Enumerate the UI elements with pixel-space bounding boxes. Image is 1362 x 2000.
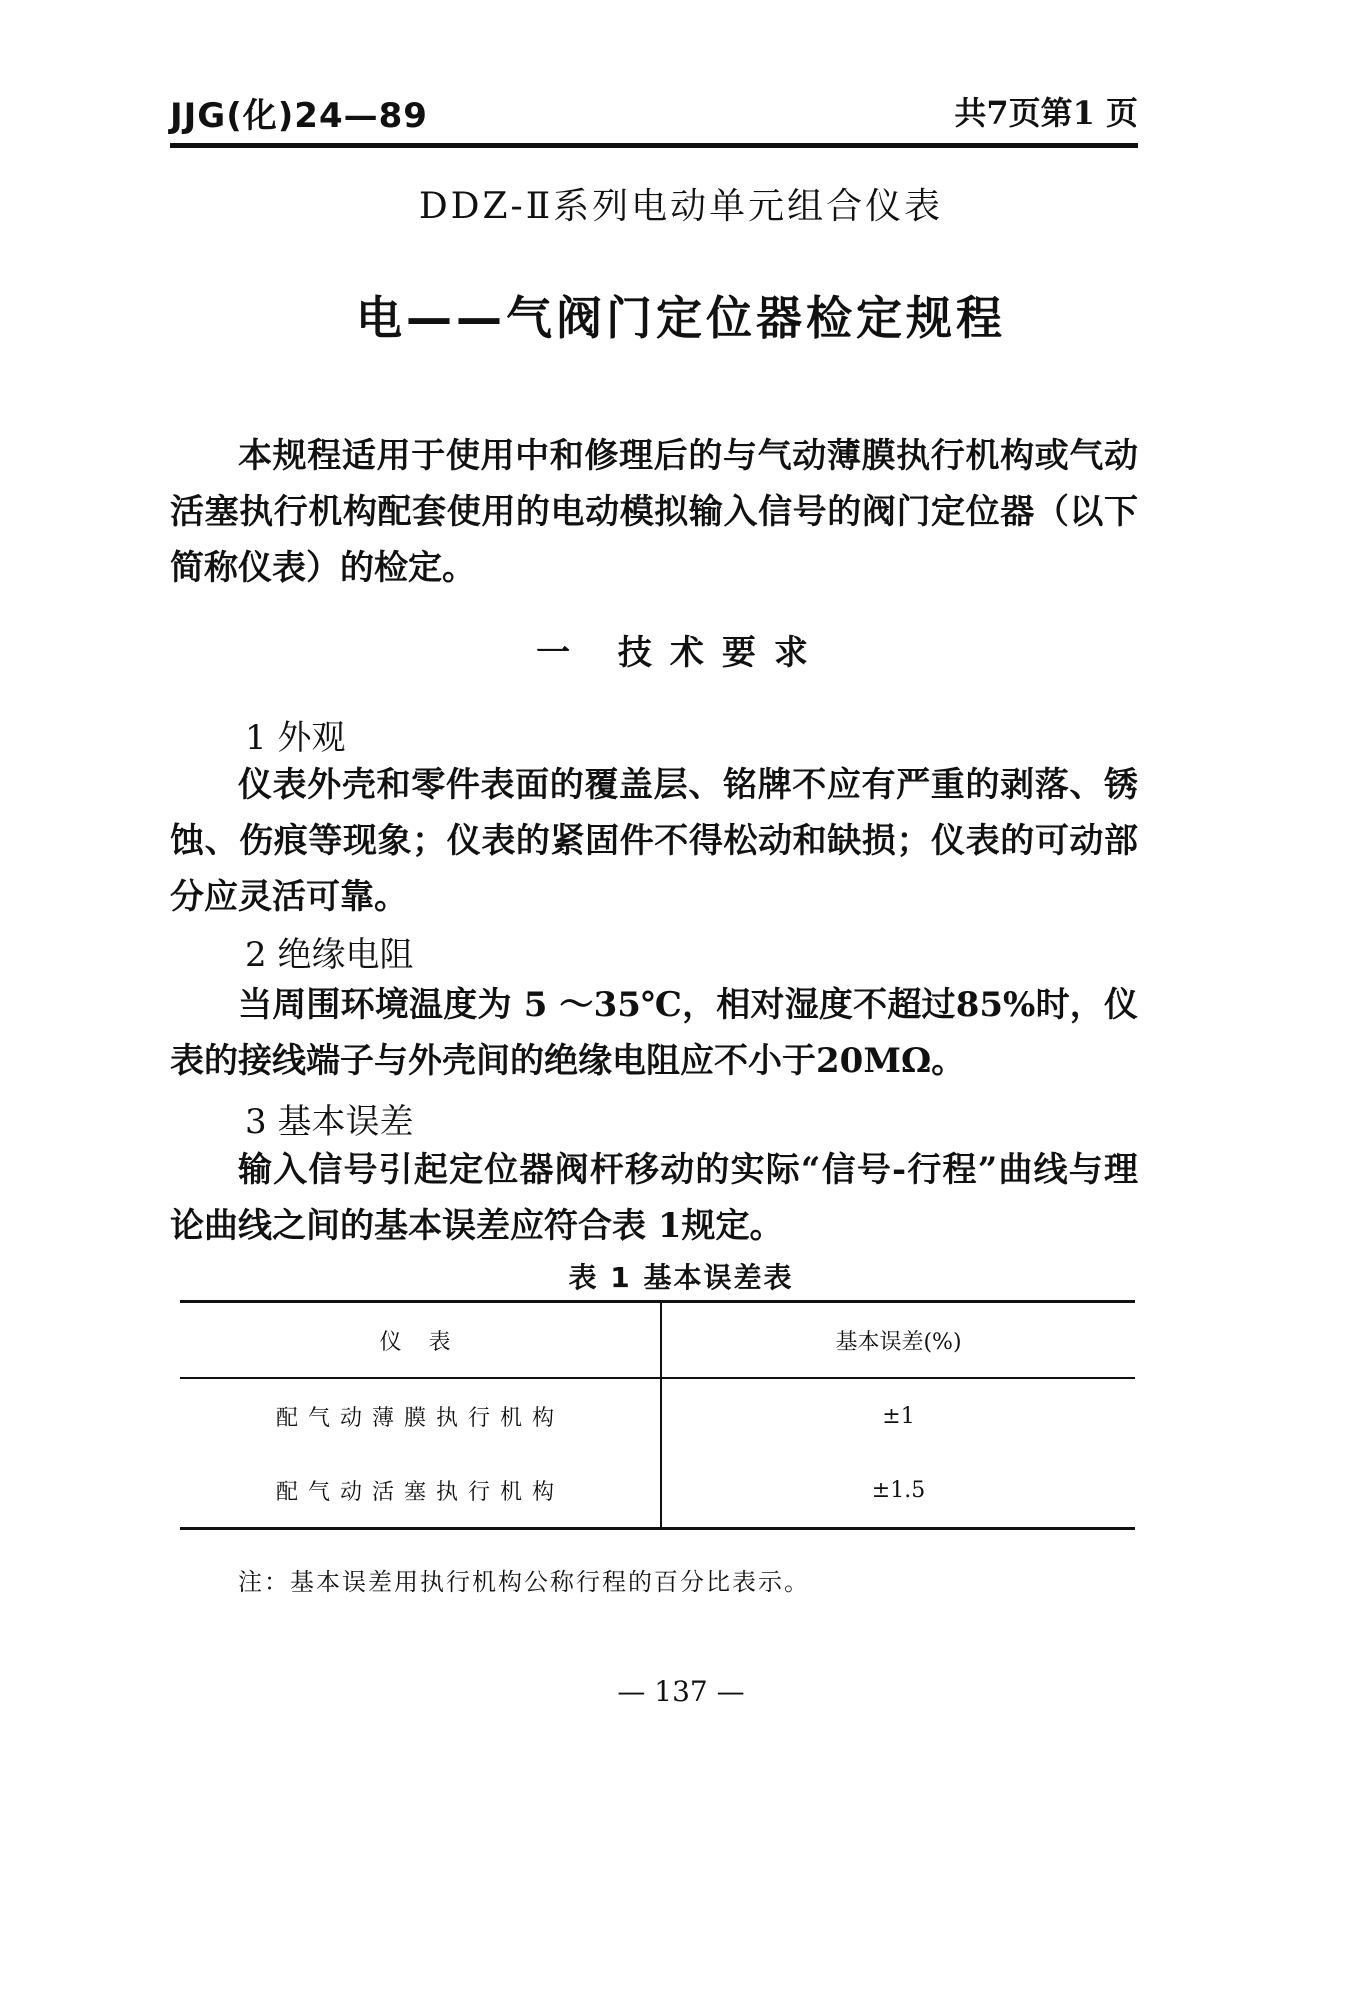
item-body-appearance: 仪表外壳和零件表面的覆盖层、铭牌不应有严重的剥落、锈蚀、伤痕等现象；仪表的紧固件不得松动和缺损；仪表的可动部分应灵活可靠。: [170, 765, 1138, 917]
item-body-basic-error: 输入信号引起定位器阀杆移动的实际“信号-行程”曲线与理论曲线之间的基本误差应符合表 1规定。: [170, 1150, 1138, 1246]
document-title: 电——气阀门定位器检定规程: [356, 291, 1006, 345]
table-header-row: [180, 1302, 1135, 1379]
page-number: — 137 —: [617, 1675, 745, 1708]
table-row: [180, 1378, 1135, 1453]
section-heading: 一 技术要求: [536, 633, 826, 673]
header-rule: [170, 143, 1138, 148]
column-header-instrument: 仪 表: [180, 1302, 661, 1379]
page-count: 共7页第1 页: [954, 94, 1138, 132]
item-heading-appearance: 1 外观: [245, 718, 346, 758]
table-row: [180, 1453, 1135, 1529]
table-caption: 表 1 基本误差表: [568, 1261, 794, 1294]
item-heading-basic-error: 3 基本误差: [245, 1102, 414, 1142]
table-cell-error: ±1: [882, 1403, 915, 1429]
basic-error-table: [180, 1300, 1135, 1530]
document-subtitle: DDZ-Ⅱ系列电动单元组合仪表: [418, 186, 944, 227]
intro-paragraph: 本规程适用于使用中和修理后的与气动薄膜执行机构或气动活塞执行机构配套使用的电动模拟输入信号的阀门定位器（以下简称仪表）的检定。: [170, 436, 1138, 588]
column-header-basic-error: 基本误差(%): [835, 1329, 962, 1355]
item-body-insulation: 当周围环境温度为 5 ～35℃，相对湿度不超过85%时，仪表的接线端子与外壳间的绝缘电阻应不小于20MΩ。: [170, 985, 1138, 1081]
table-cell-error: ±1.5: [871, 1477, 926, 1503]
table-note: 注：基本误差用执行机构公称行程的百分比表示。: [238, 1568, 810, 1596]
standard-code: JJG(化)24—89: [170, 96, 428, 136]
table-cell-instrument: 配气动活塞执行机构: [180, 1453, 661, 1529]
item-heading-insulation: 2 绝缘电阻: [245, 935, 414, 975]
table-cell-instrument: 配气动薄膜执行机构: [180, 1378, 661, 1453]
